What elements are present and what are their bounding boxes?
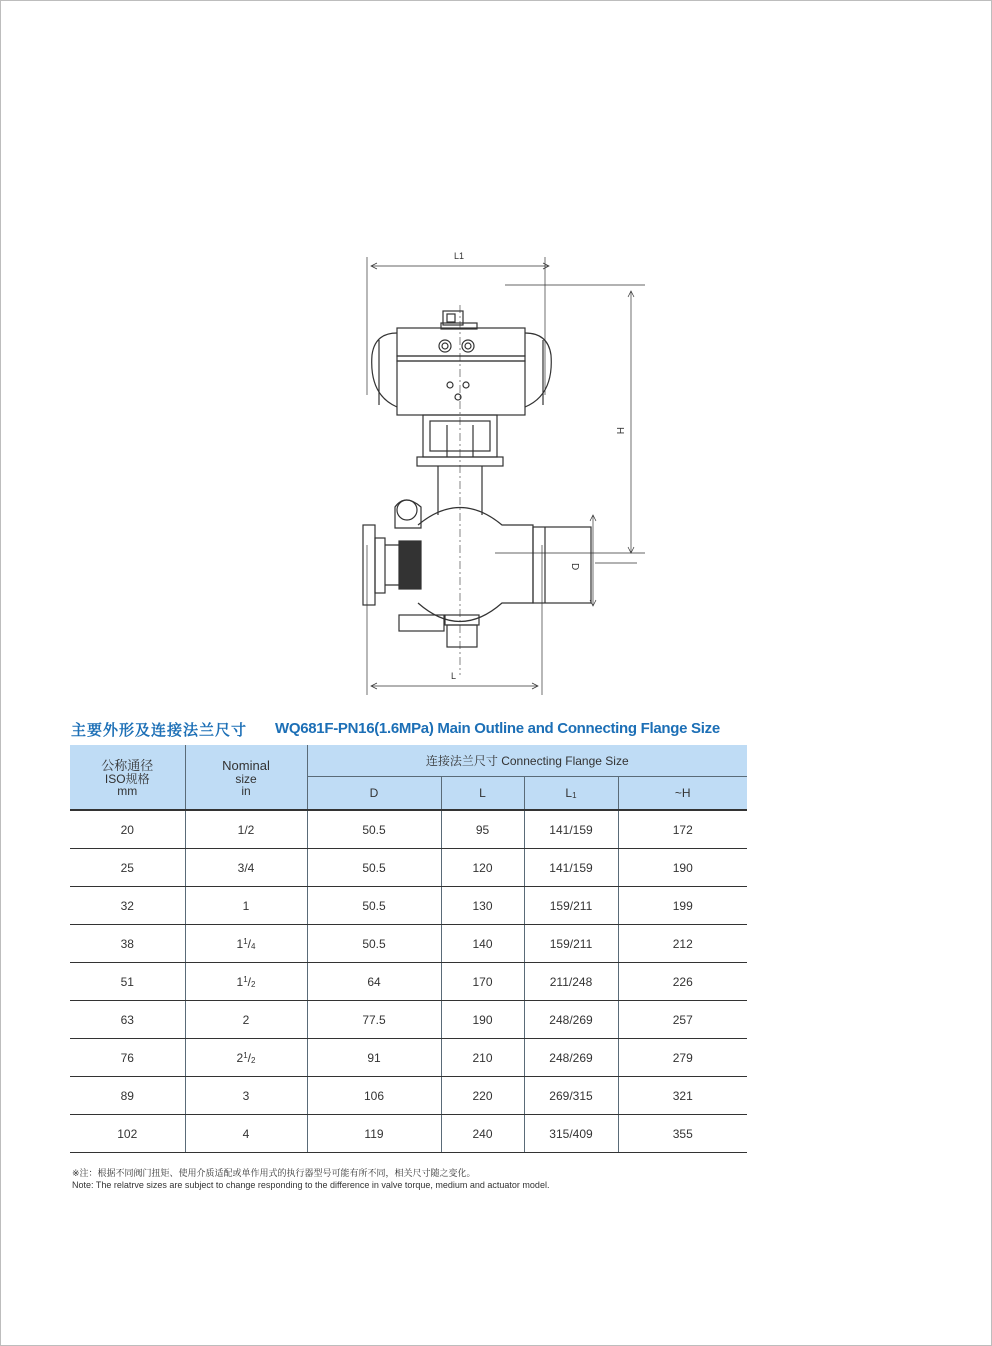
inch-numerator: 1	[243, 1050, 248, 1060]
header-iso-label: ISO规格	[104, 771, 150, 786]
cell-d: 50.5	[307, 849, 441, 887]
cell-mm: 20	[70, 810, 185, 849]
fraction-slash: /	[247, 1050, 252, 1065]
table-row	[70, 925, 747, 963]
title-chinese: 主要外形及连接法兰尺寸	[71, 721, 248, 739]
table-row	[70, 810, 747, 849]
cell-l: 120	[441, 849, 524, 887]
inch-numerator: 1	[243, 974, 248, 984]
table-row	[70, 1039, 747, 1077]
cell-l1: 315/409	[524, 1115, 618, 1153]
cell-l: 240	[441, 1115, 524, 1153]
cell-inch	[185, 963, 307, 1001]
inch-value: 1	[242, 898, 250, 913]
header-cn-label: 公称通径	[101, 757, 154, 773]
inch-whole: 1	[236, 974, 244, 989]
table-row	[70, 849, 747, 887]
table-row	[70, 1001, 747, 1039]
title-english: WQ681F-PN16(1.6MPa) Main Outline and Connecting Flange Size	[275, 720, 720, 737]
cell-l: 170	[441, 963, 524, 1001]
cell-inch	[185, 1039, 307, 1077]
cell-inch	[185, 925, 307, 963]
cell-l1: 248/269	[524, 1001, 618, 1039]
dimension-label-l1: L1	[454, 251, 465, 261]
cell-mm: 38	[70, 925, 185, 963]
cell-mm: 63	[70, 1001, 185, 1039]
cell-mm: 25	[70, 849, 185, 887]
dimension-label-h: H	[614, 427, 625, 435]
note-chinese: ※注：根据不同阀门扭矩、使用介质适配或单作用式的执行器型号可能有所不同，相关尺寸随之变化。	[72, 1168, 476, 1178]
cell-l1: 159/211	[524, 925, 618, 963]
cell-d: 50.5	[307, 887, 441, 925]
cell-h: 190	[618, 849, 747, 887]
fraction-slash: /	[247, 974, 252, 989]
cell-l1: 141/159	[524, 810, 618, 849]
table-row	[70, 1115, 747, 1153]
cell-l: 220	[441, 1077, 524, 1115]
dimension-label-d: D	[569, 563, 580, 571]
cell-d: 91	[307, 1039, 441, 1077]
header-nominal-diameter	[70, 745, 185, 810]
cell-l1: 211/248	[524, 963, 618, 1001]
cell-h: 212	[618, 925, 747, 963]
cell-d: 106	[307, 1077, 441, 1115]
section-title	[71, 719, 771, 741]
cell-mm: 32	[70, 887, 185, 925]
header-mm-label: mm	[117, 783, 138, 798]
header-flange-group: 连接法兰尺寸 Connecting Flange Size	[307, 745, 747, 777]
cell-l: 210	[441, 1039, 524, 1077]
inch-value: 3	[242, 1088, 250, 1103]
cell-l1: 269/315	[524, 1077, 618, 1115]
cell-l1: 141/159	[524, 849, 618, 887]
header-size-label: size	[235, 771, 257, 786]
inch-numerator: 1	[243, 936, 248, 946]
cell-l1: 248/269	[524, 1039, 618, 1077]
cell-mm: 51	[70, 963, 185, 1001]
cell-l: 140	[441, 925, 524, 963]
header-l1-sub: 1	[572, 791, 577, 800]
inch-whole: 1	[236, 936, 244, 951]
cell-mm: 102	[70, 1115, 185, 1153]
valve-outline-drawing	[355, 245, 655, 700]
cell-h: 199	[618, 887, 747, 925]
inch-denominator: 2	[251, 979, 256, 989]
header-l: L	[441, 777, 524, 811]
cell-h: 226	[618, 963, 747, 1001]
inch-value: 4	[242, 1126, 250, 1141]
inch-value: 1/2	[237, 822, 255, 837]
header-h: ~H	[618, 777, 747, 811]
cell-d: 77.5	[307, 1001, 441, 1039]
cell-inch	[185, 1077, 307, 1115]
cell-l: 190	[441, 1001, 524, 1039]
cell-h: 355	[618, 1115, 747, 1153]
table-row	[70, 1077, 747, 1115]
cell-inch	[185, 887, 307, 925]
cell-h: 257	[618, 1001, 747, 1039]
cell-mm: 89	[70, 1077, 185, 1115]
cell-d: 50.5	[307, 925, 441, 963]
header-l1	[524, 777, 618, 811]
cell-d: 119	[307, 1115, 441, 1153]
cell-h: 172	[618, 810, 747, 849]
inch-denominator: 4	[251, 941, 256, 951]
cell-l: 95	[441, 810, 524, 849]
table-row	[70, 887, 747, 925]
fraction-slash: /	[247, 936, 252, 951]
inch-denominator: 2	[251, 1055, 256, 1065]
header-d: D	[307, 777, 441, 811]
cell-h: 279	[618, 1039, 747, 1077]
dimension-label-l: L	[451, 671, 457, 681]
cell-d: 50.5	[307, 810, 441, 849]
inch-value: 3/4	[237, 860, 255, 875]
inch-whole: 2	[236, 1050, 244, 1065]
header-l1-main: L	[565, 786, 573, 800]
header-nominal-label: Nominal	[222, 757, 270, 773]
table-row	[70, 963, 747, 1001]
cell-l: 130	[441, 887, 524, 925]
cell-inch	[185, 849, 307, 887]
cell-inch	[185, 1001, 307, 1039]
flange-size-table	[70, 745, 747, 1153]
cell-inch	[185, 1115, 307, 1153]
inch-value: 2	[242, 1012, 250, 1027]
cell-inch	[185, 810, 307, 849]
note-english: Note: The relatrve sizes are subject to change responding to the difference in valve torque, medium and actuator model.	[72, 1180, 550, 1190]
cell-l1: 159/211	[524, 887, 618, 925]
header-nominal-size	[185, 745, 307, 810]
cell-h: 321	[618, 1077, 747, 1115]
cell-mm: 76	[70, 1039, 185, 1077]
header-in-label: in	[241, 783, 251, 798]
cell-d: 64	[307, 963, 441, 1001]
footnotes	[72, 1167, 549, 1191]
